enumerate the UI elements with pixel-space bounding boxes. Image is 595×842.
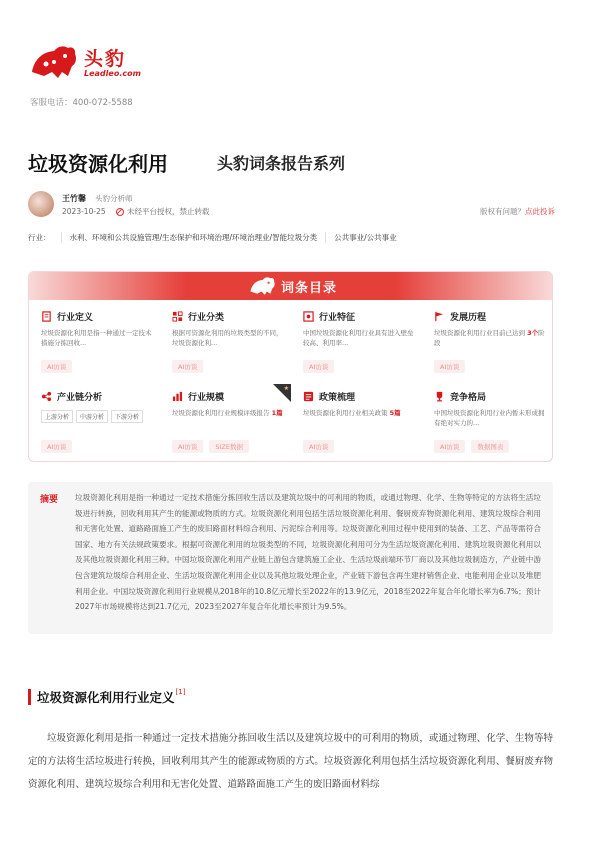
midstream-tag[interactable]: 中游分析: [76, 410, 108, 423]
industry-tag[interactable]: 公共事业/公共事业: [325, 232, 405, 243]
leopard-logo-icon: [28, 42, 78, 82]
section-accent-bar: [28, 689, 31, 705]
feature-icon: [303, 311, 314, 322]
catalog-item-title: 行业定义: [57, 313, 94, 323]
report-title: 垃圾资源化利用: [28, 152, 168, 176]
catalog-item-policy[interactable]: [291, 384, 422, 462]
industry-row: [28, 227, 553, 247]
trophy-icon: [434, 391, 445, 402]
catalog-item-title: 竞争格局: [450, 393, 487, 403]
catalog-item-desc: 垃圾资源化利用行业规模评级报告 1篇: [172, 409, 283, 417]
forbidden-icon: [116, 208, 124, 216]
policy-icon: [303, 391, 314, 402]
abstract-label: 摘要: [40, 495, 59, 505]
author-avatar: [28, 191, 54, 217]
catalog-title: 词条目录: [281, 281, 338, 296]
catalog-item-scale[interactable]: [160, 384, 291, 462]
brand-logo[interactable]: [28, 40, 148, 90]
restriction-text: 未经平台授权，禁止转载: [127, 207, 210, 216]
catalog-item-title: 行业分类: [188, 313, 225, 323]
complaint-link[interactable]: 点此投诉: [525, 207, 555, 216]
author-name[interactable]: 王竹馨: [62, 194, 86, 203]
industry-label: 行业：: [28, 232, 51, 242]
grid-icon: [172, 311, 183, 322]
catalog-item-definition[interactable]: [29, 304, 160, 382]
ai-interview-tag[interactable]: AI访谈: [41, 360, 72, 373]
catalog-item-title: 行业特征: [319, 313, 356, 323]
rights-notice: [480, 206, 555, 217]
rights-question: 版权有问题？: [480, 207, 525, 216]
section-heading: [28, 688, 185, 706]
section-body: 垃圾资源化利用是指一种通过一定技术措施分拣回收生活以及建筑垃圾中的可利用的物质，或通过物理、化学、生物等特定的方法将生活垃圾进行转换，回收利用其产生的能源或物质的方式。垃圾资源化利用包括生活垃圾资源化利用、餐厨废弃物资源化利用、建筑垃圾综合利用和无害化处置、道路路面施工产生的废旧路面材料综: [28, 733, 553, 790]
author-role: 头豹分析师: [95, 194, 133, 203]
catalog-item-desc: 垃圾资源化利用是指一种通过一定技术措施分拣回收...: [41, 329, 152, 347]
catalog-item-title: 行业规模: [188, 393, 225, 403]
catalog-panel: [28, 271, 553, 462]
catalog-item-title: 产业链分析: [57, 393, 103, 403]
ai-interview-tag[interactable]: AI访谈: [303, 360, 334, 373]
catalog-item-desc: 垃圾资源化利用行业相关政策 5篇: [303, 409, 401, 417]
catalog-grid: [29, 304, 553, 462]
catalog-item-desc: 中国垃圾资源化利用行业具有进入壁垒较高、利用率...: [303, 329, 414, 347]
publish-date: 2023-10-25: [62, 207, 106, 216]
ai-interview-tag[interactable]: AI访谈: [434, 360, 465, 373]
downstream-tag[interactable]: 下游分析: [111, 410, 143, 423]
catalog-item-title: 发展历程: [450, 313, 487, 323]
catalog-item-competition[interactable]: [422, 384, 553, 462]
brand-site: Leadleo.com: [84, 69, 141, 78]
hotline: 客服电话：400-072-5588: [30, 98, 133, 108]
ai-interview-tag[interactable]: AI访谈: [434, 440, 465, 453]
catalog-item-classification[interactable]: [160, 304, 291, 382]
section-title: 垃圾资源化利用行业定义: [37, 690, 175, 705]
ai-interview-tag[interactable]: AI访谈: [172, 360, 203, 373]
upstream-tag[interactable]: 上游分析: [41, 410, 73, 423]
brand-name: 头豹: [84, 48, 127, 70]
star-icon: ★: [283, 385, 289, 392]
catalog-item-desc: 垃圾资源化利用行业目前已达到 3个阶段: [434, 329, 545, 347]
catalog-item-desc: 根据可资源化利用的垃圾类型的不同，垃圾资源化利...: [172, 329, 283, 347]
catalog-item-history[interactable]: [422, 304, 553, 382]
document-icon: [41, 311, 52, 322]
ai-interview-tag[interactable]: AI访谈: [172, 440, 203, 453]
catalog-header: [29, 272, 552, 300]
catalog-item-title: 政策梳理: [319, 393, 356, 403]
catalog-item-desc: 中国垃圾资源化利用行业内暂未形成拥有绝对实力的...: [434, 409, 545, 427]
flag-icon: [434, 311, 445, 322]
abstract-text: 垃圾资源化利用是指一种通过一定技术措施分拣回收生活以及建筑垃圾中的可利用的物质，或通过物理、化学、生物等特定的方法将生活垃圾进行转换，回收利用其产生的能源或物质的方式。垃圾资源化利用包括生活垃圾资源化利用、餐厨废弃物资源化利用、建筑垃圾综合利用和无害化处置、道路路面施工产生的废旧路面材料综合利用、污泥综合利用等。垃圾资源化利用过程中使用到的装备、工艺、产品等需符合国家、地方有关法规政策要求。根据可资源化利用的垃圾类型的不同，垃圾资源化利用可分为生活垃圾资源化利用、建筑垃圾资源化利用以及其他垃圾资源化利用三种。中国垃圾资源化利用产业链上游包含建筑施工企业、生活垃圾前端环节厂商以及其他垃圾制造方，产业链中游包含建筑垃圾综合利用企业、生活垃圾资源化利用企业以及其他垃圾处理企业，产业链下游包含再生建材销售企业、电能利用企业以及堆肥利用企业。中国垃圾资源化利用行业规模从2018年的10.8亿元增长至2022年的13.9亿元，2018至2022年复合年化增长率为6.7%；预计2027年市场规模将达到21.7亿元，2023至2027年复合年化增长率预计为9.5%。: [75, 493, 541, 612]
ai-interview-tag[interactable]: AI访谈: [303, 440, 334, 453]
chart-icon: [172, 391, 183, 402]
ai-interview-tag[interactable]: AI访谈: [41, 440, 72, 453]
leopard-logo-icon: [247, 275, 277, 297]
report-series: 头豹词条报告系列: [217, 154, 346, 173]
abstract-box: [28, 482, 553, 634]
size-data-tag[interactable]: SIZE数据: [209, 440, 249, 453]
industry-tag[interactable]: 水利、环境和公共设施管理/生态保护和环境治理/环境治理业/智能垃圾分类: [61, 232, 326, 243]
data-chart-tag[interactable]: 数据图表: [471, 440, 509, 453]
catalog-item-chain[interactable]: [29, 384, 160, 462]
chain-icon: [41, 391, 52, 402]
catalog-item-features[interactable]: [291, 304, 422, 382]
restriction-notice: [116, 206, 210, 217]
footnote-ref[interactable]: [1]: [175, 688, 186, 696]
